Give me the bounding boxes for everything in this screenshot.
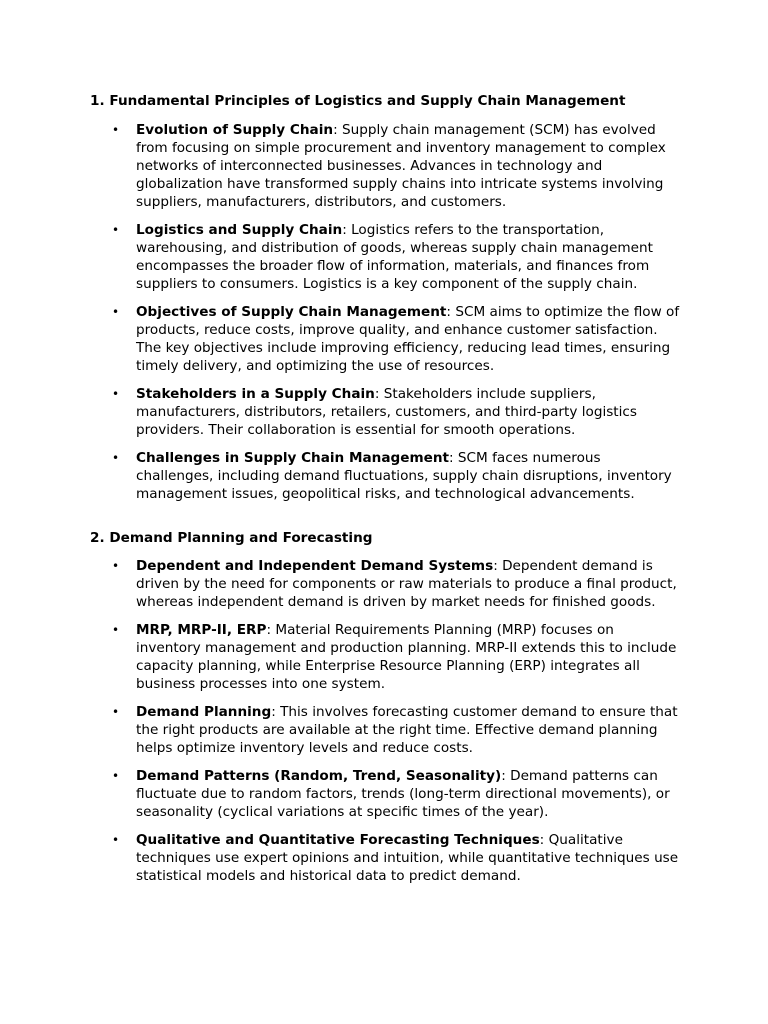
item-term: Objectives of Supply Chain Management: [136, 304, 447, 320]
item-text: : Material Requirements Planning (MRP) focuses on inventory management and production planning. MRP-II extends this to include capacity planning, while Enterprise Resource Planning (ERP) integrates all business processes into one system.: [136, 622, 677, 692]
list-item: [90, 221, 680, 293]
item-text: : Dependent demand is driven by the need for components or raw materials to produce a final product, whereas independent demand is driven by market needs for finished goods.: [136, 558, 677, 610]
item-term: MRP, MRP-II, ERP: [136, 622, 267, 638]
bullet-icon: •: [112, 623, 120, 637]
section-2: [90, 529, 690, 885]
item-term: Evolution of Supply Chain: [136, 122, 334, 138]
item-text: : Stakeholders include suppliers, manufacturers, distributors, retailers, customers, and third-party logistics providers. Their collaboration is essential for smooth operations.: [136, 386, 637, 438]
bullet-icon: •: [112, 223, 120, 237]
section-title: Fundamental Principles of Logistics and Supply Chain Management: [109, 93, 626, 109]
list-item: [90, 831, 680, 885]
item-text: : Demand patterns can fluctuate due to random factors, trends (long-term directional movements), or seasonality (cyclical variations at specific times of the year).: [136, 768, 670, 820]
section-number: 1.: [90, 93, 105, 109]
item-term: Demand Patterns (Random, Trend, Seasonality): [136, 768, 502, 784]
bullet-list: [90, 121, 690, 503]
list-item: [90, 767, 680, 821]
item-term: Qualitative and Quantitative Forecasting Techniques: [136, 832, 540, 848]
section-title: Demand Planning and Forecasting: [109, 530, 373, 546]
section-heading: [90, 529, 690, 547]
item-text: : Supply chain management (SCM) has evolved from focusing on simple procurement and inventory management to complex networks of interconnected businesses. Advances in technology and globalization have transformed supply chains into intricate systems involving suppliers, manufacturers, distributors, and customers.: [136, 122, 666, 210]
section-1: [90, 92, 690, 503]
list-item: [90, 121, 680, 211]
bullet-icon: •: [112, 451, 120, 465]
item-term: Logistics and Supply Chain: [136, 222, 343, 238]
section-heading: [90, 92, 690, 110]
bullet-icon: •: [112, 769, 120, 783]
item-text: : SCM faces numerous challenges, including demand fluctuations, supply chain disruptions, inventory management issues, geopolitical risks, and technological advancements.: [136, 450, 672, 502]
list-item: [90, 385, 680, 439]
bullet-icon: •: [112, 559, 120, 573]
bullet-icon: •: [112, 305, 120, 319]
bullet-icon: •: [112, 387, 120, 401]
bullet-icon: •: [112, 833, 120, 847]
list-item: [90, 303, 680, 375]
list-item: [90, 449, 680, 503]
item-term: Challenges in Supply Chain Management: [136, 450, 450, 466]
item-term: Dependent and Independent Demand Systems: [136, 558, 494, 574]
section-number: 2.: [90, 530, 105, 546]
bullet-list: [90, 557, 690, 885]
item-text: : This involves forecasting customer demand to ensure that the right products are available at the right time. Effective demand planning helps optimize inventory levels and reduce costs.: [136, 704, 678, 756]
item-text: : SCM aims to optimize the flow of products, reduce costs, improve quality, and enhance customer satisfaction. The key objectives include improving efficiency, reducing lead times, ensuring timely delivery, and optimizing the use of resources.: [136, 304, 680, 374]
list-item: [90, 621, 680, 693]
item-term: Stakeholders in a Supply Chain: [136, 386, 375, 402]
item-text: : Qualitative techniques use expert opinions and intuition, while quantitative techniques use statistical models and historical data to predict demand.: [136, 832, 679, 884]
item-text: : Logistics refers to the transportation, warehousing, and distribution of goods, whereas supply chain management encompasses the broader flow of information, materials, and finances from suppliers to consumers. Logistics is a key component of the supply chain.: [136, 222, 653, 292]
bullet-icon: •: [112, 705, 120, 719]
bullet-icon: •: [112, 123, 120, 137]
list-item: [90, 703, 680, 757]
item-term: Demand Planning: [136, 704, 272, 720]
list-item: [90, 557, 680, 611]
